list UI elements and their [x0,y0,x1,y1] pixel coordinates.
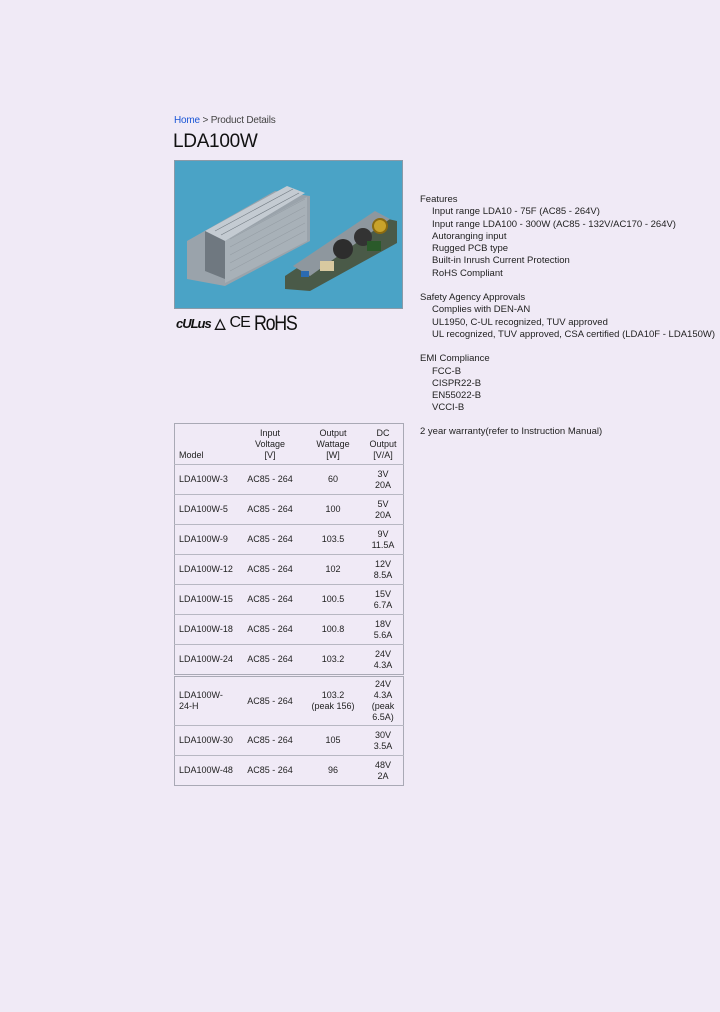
features-title: Features [420,194,458,205]
cell-dc-output: 12V 8.5A [363,555,404,585]
cell-dc-output: 15V 6.7A [363,585,404,615]
cell-dc-output: 24V 4.3A [363,645,404,676]
feature-item: Built-in Inrush Current Protection [432,255,570,267]
features-list [420,206,715,280]
emi-item: CISPR22-B [432,377,482,389]
product-image [174,160,403,309]
cell-model: LDA100W-9 [175,525,238,555]
emi-item: FCC-B [432,365,462,377]
safety-title: Safety Agency Approvals [420,292,526,304]
tuv-logo-icon: △ [214,315,226,331]
header-input-voltage: Input Voltage [V] [254,428,286,460]
cell-dc-output: 18V 5.6A [363,615,404,645]
table-row [175,555,404,585]
warranty-note: 2 year warranty(refer to Instruction Manual) [420,425,603,437]
table-row [175,726,404,756]
cell-wattage: 103.2 (peak 156) [303,676,363,726]
cell-model: LDA100W-48 [175,756,238,786]
cell-input: AC85 - 264 [237,465,303,495]
product-details [420,194,715,438]
breadcrumb-home-link[interactable]: Home [174,115,200,126]
cell-wattage: 100 [303,495,363,525]
header-output-wattage: Output Wattage [W] [316,428,350,460]
cell-input: AC85 - 264 [237,645,303,676]
table-row [175,756,404,786]
cell-model: LDA100W-30 [175,726,238,756]
cell-dc-output: 30V 3.5A [363,726,404,756]
cell-wattage: 100.8 [303,615,363,645]
cell-input: AC85 - 264 [237,615,303,645]
features-section [420,194,715,280]
rohs-logo-icon: RoHS [253,311,297,335]
feature-item: Rugged PCB type [432,243,509,255]
cell-input: AC85 - 264 [237,756,303,786]
cell-dc-output: 24V 4.3A (peak 6.5A) [363,676,404,726]
table-row [175,585,404,615]
table-row [175,645,404,676]
emi-list [420,366,715,415]
cell-wattage: 102 [303,555,363,585]
feature-item: Input range LDA10 - 75F (AC85 - 264V) [432,206,600,218]
cell-wattage: 96 [303,756,363,786]
breadcrumb-current: Product Details [210,115,276,126]
cell-input: AC85 - 264 [237,525,303,555]
cell-wattage: 60 [303,465,363,495]
cell-input: AC85 - 264 [237,495,303,525]
emi-item: EN55022-B [432,390,482,402]
table-row [175,465,404,495]
cell-model: LDA100W-15 [175,585,238,615]
cell-model: LDA100W-18 [175,615,238,645]
cell-model: LDA100W-5 [175,495,238,525]
cell-input: AC85 - 264 [237,726,303,756]
cell-dc-output: 5V 20A [363,495,404,525]
emi-section [420,353,715,414]
cell-input: AC85 - 264 [237,585,303,615]
emi-item: VCCI-B [432,402,465,414]
cell-wattage: 105 [303,726,363,756]
safety-item: Complies with DEN-AN [432,304,531,316]
breadcrumb-separator: > [202,115,209,126]
cell-wattage: 103.2 [303,645,363,676]
cell-model: LDA100W-12 [175,555,238,585]
cell-dc-output: 48V 2A [363,756,404,786]
cell-input: AC85 - 264 [237,555,303,585]
safety-item: UL1950, C-UL recognized, TUV approved [432,316,608,328]
safety-section [420,292,715,341]
cell-model: LDA100W-24-H [175,676,238,726]
feature-item: RoHS Compliant [432,267,503,279]
power-supply-illustration [175,161,403,309]
breadcrumb [174,115,276,126]
feature-item: Autoranging input [432,230,507,242]
table-row [175,615,404,645]
safety-item: UL recognized, TUV approved, CSA certified (LDA10F - LDA150W) [432,328,716,340]
table-header-row [175,424,404,465]
cell-wattage: 100.5 [303,585,363,615]
table-row [175,525,404,555]
ce-logo-icon: CE [229,314,250,331]
cell-dc-output: 3V 20A [363,465,404,495]
spec-table [174,423,404,786]
cell-model: LDA100W-24 [175,645,238,676]
cell-dc-output: 9V 11.5A [363,525,404,555]
certification-logos [176,311,304,335]
page-title: LDA100W [173,131,258,152]
header-model: Model [179,450,204,460]
ul-logo-icon: cULus [176,315,211,331]
cell-wattage: 103.5 [303,525,363,555]
header-dc-output: DC Output [V/A] [369,428,397,460]
cell-input: AC85 - 264 [237,676,303,726]
safety-list [420,304,715,341]
table-row [175,495,404,525]
emi-title: EMI Compliance [420,353,490,365]
cell-model: LDA100W-3 [175,465,238,495]
feature-item: Input range LDA100 - 300W (AC85 - 132V/AC170 - 264V) [432,218,676,230]
table-row [175,676,404,726]
